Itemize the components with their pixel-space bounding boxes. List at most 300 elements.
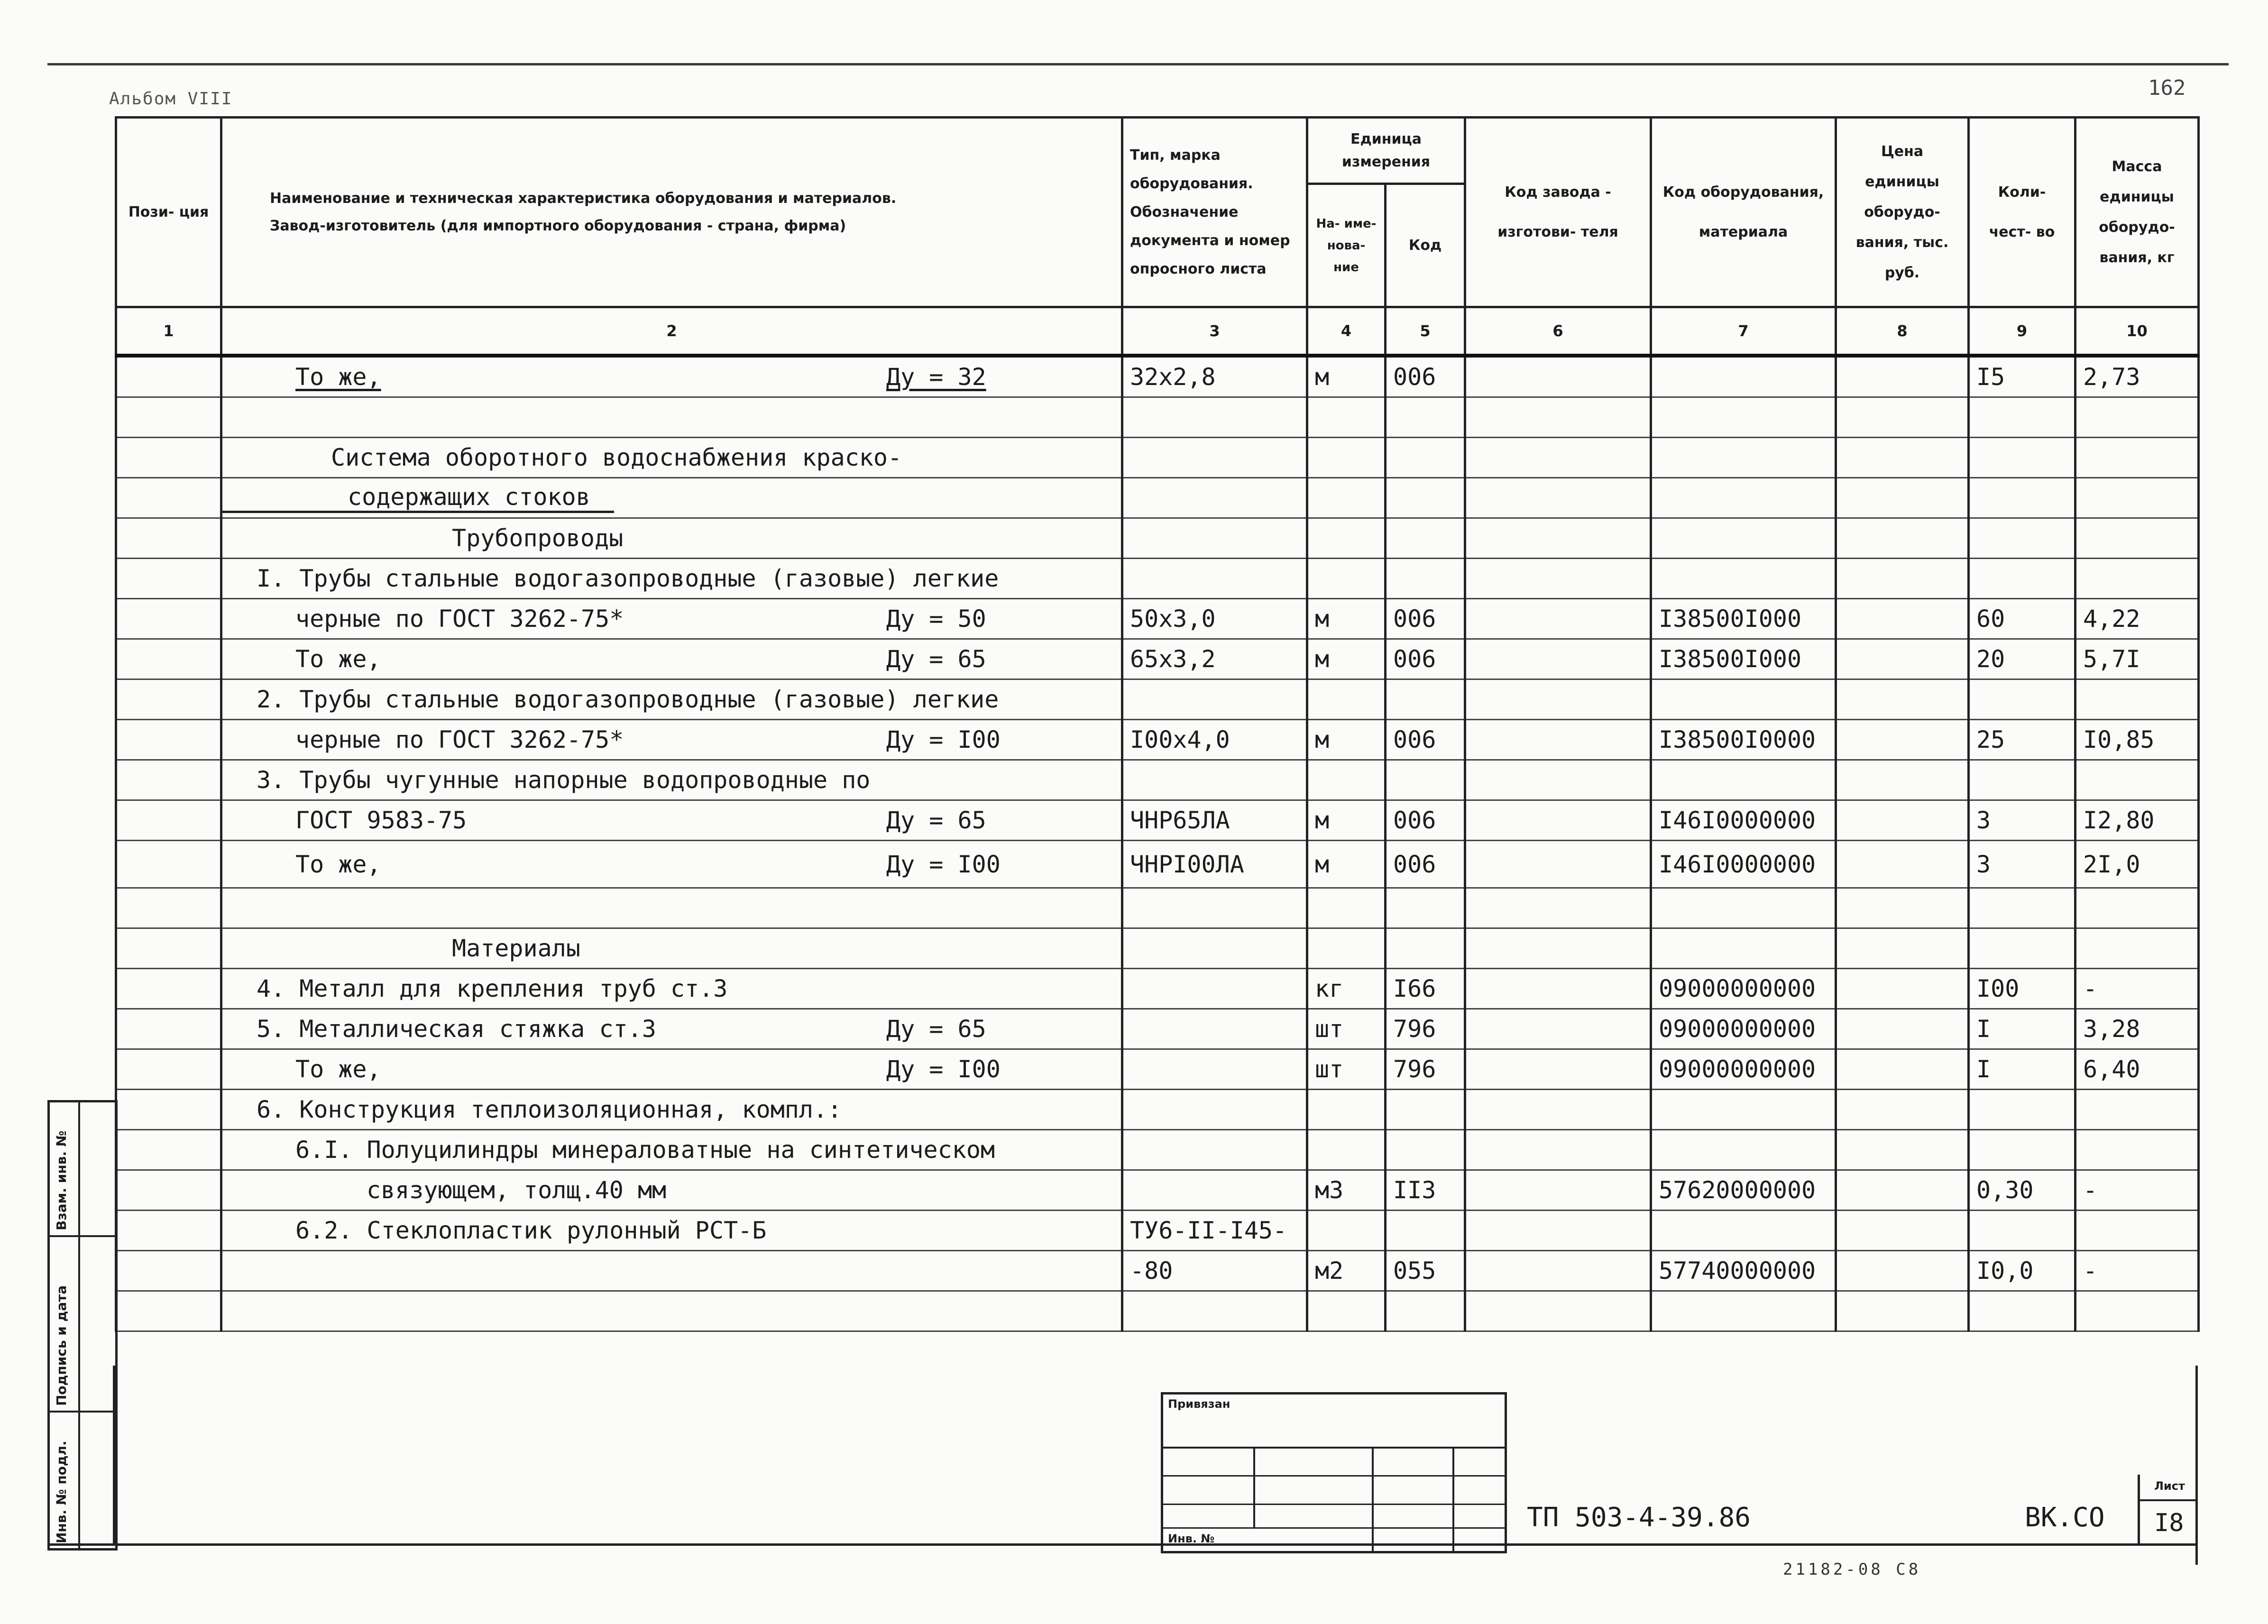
cell-material-code	[1651, 928, 1836, 969]
cell-price	[1836, 639, 1969, 679]
cell-position	[116, 1291, 221, 1331]
cell-position	[116, 1251, 221, 1291]
table-row	[116, 599, 2199, 639]
table-row	[116, 639, 2199, 679]
cell-position	[116, 760, 221, 800]
row-name: ГОСТ 9583-75	[295, 807, 467, 834]
header-factory-code: Код завода - изготови- теля	[1465, 118, 1651, 307]
cell-unit-code	[1386, 928, 1465, 969]
cell-name	[221, 760, 1122, 800]
cell-unit-code	[1386, 1090, 1465, 1130]
cell-price	[1836, 518, 1969, 559]
cell-unit	[1307, 559, 1386, 599]
cell-factory-code	[1465, 397, 1651, 438]
table-row	[116, 1291, 2199, 1331]
cell-position	[116, 841, 221, 888]
cell-quantity: I00	[1969, 969, 2075, 1009]
row-name: 4. Металл для крепления труб ст.3	[257, 975, 728, 1002]
row-du: Ду = 65	[886, 645, 986, 673]
cell-factory-code	[1465, 478, 1651, 518]
cell-unit-code: I66	[1386, 969, 1465, 1009]
cell-name	[221, 639, 1122, 679]
cell-factory-code	[1465, 1251, 1651, 1291]
specification-table	[115, 116, 2200, 1332]
cell-unit-code: 796	[1386, 1049, 1465, 1090]
col-num-3: 3	[1122, 307, 1307, 356]
table-row	[116, 888, 2199, 928]
cell-quantity	[1969, 1130, 2075, 1170]
cell-mass: 6,40	[2075, 1049, 2199, 1090]
header-material-code: Код оборудования, материала	[1651, 118, 1836, 307]
col-num-7: 7	[1651, 307, 1836, 356]
table-row	[116, 1170, 2199, 1211]
cell-material-code: I38500I000	[1651, 639, 1836, 679]
cell-type	[1122, 1291, 1307, 1331]
cell-position	[116, 1211, 221, 1251]
cell-price	[1836, 438, 1969, 478]
cell-mass	[2075, 559, 2199, 599]
cell-quantity	[1969, 397, 2075, 438]
cell-type	[1122, 1049, 1307, 1090]
cell-name	[221, 356, 1122, 397]
document-mark: ВК.СО	[2025, 1502, 2105, 1533]
cell-factory-code	[1465, 928, 1651, 969]
header-name-line2: Завод-изготовитель (для импортного оборудования - страна, фирма)	[270, 217, 846, 234]
cell-unit	[1307, 1130, 1386, 1170]
col-num-10: 10	[2075, 307, 2199, 356]
cell-type: ЧНР65ЛА	[1122, 800, 1307, 841]
cell-factory-code	[1465, 356, 1651, 397]
cell-material-code	[1651, 397, 1836, 438]
cell-unit	[1307, 760, 1386, 800]
cell-price	[1836, 1130, 1969, 1170]
cell-unit: шт	[1307, 1009, 1386, 1049]
header-unit-code: Код	[1386, 184, 1465, 307]
cell-material-code	[1651, 888, 1836, 928]
table-row	[116, 1211, 2199, 1251]
side-stamp-hline	[50, 1235, 115, 1237]
cell-type	[1122, 559, 1307, 599]
cell-name	[221, 1009, 1122, 1049]
cell-unit-code: 055	[1386, 1251, 1465, 1291]
cell-name	[221, 518, 1122, 559]
cell-quantity	[1969, 438, 2075, 478]
stamp-podpis: Подпись и дата	[54, 1285, 69, 1406]
cell-material-code	[1651, 760, 1836, 800]
row-name: 3. Трубы чугунные напорные водопроводные по	[257, 766, 871, 794]
cell-name	[221, 1049, 1122, 1090]
cell-price	[1836, 356, 1969, 397]
cell-price	[1836, 760, 1969, 800]
cell-price	[1836, 599, 1969, 639]
cell-position	[116, 639, 221, 679]
cell-price	[1836, 1049, 1969, 1090]
cell-price	[1836, 928, 1969, 969]
cell-position	[116, 720, 221, 760]
cell-material-code: 09000000000	[1651, 1049, 1836, 1090]
approval-vline	[1372, 1447, 1374, 1551]
sheet-number: I8	[2154, 1509, 2184, 1537]
cell-quantity	[1969, 559, 2075, 599]
table-row	[116, 679, 2199, 720]
cell-mass: 4,22	[2075, 599, 2199, 639]
row-name: содержащих стоков	[221, 483, 614, 513]
cell-name	[221, 1211, 1122, 1251]
cell-type: 65х3,2	[1122, 639, 1307, 679]
row-name: черные по ГОСТ 3262-75*	[295, 726, 624, 753]
cell-material-code: 57620000000	[1651, 1170, 1836, 1211]
table-row	[116, 841, 2199, 888]
cell-position	[116, 397, 221, 438]
cell-name	[221, 888, 1122, 928]
cell-price	[1836, 841, 1969, 888]
cell-price	[1836, 1291, 1969, 1331]
cell-position	[116, 928, 221, 969]
cell-quantity	[1969, 1291, 2075, 1331]
cell-material-code: I46I0000000	[1651, 800, 1836, 841]
cell-factory-code	[1465, 1170, 1651, 1211]
cell-unit-code: 006	[1386, 599, 1465, 639]
cell-quantity	[1969, 928, 2075, 969]
table-row	[116, 397, 2199, 438]
cell-quantity	[1969, 679, 2075, 720]
row-name: 6. Конструкция теплоизоляционная, компл.:	[257, 1096, 842, 1123]
cell-type: I00х4,0	[1122, 720, 1307, 760]
cell-material-code	[1651, 679, 1836, 720]
cell-unit-code	[1386, 760, 1465, 800]
table-row	[116, 559, 2199, 599]
cell-unit: м	[1307, 356, 1386, 397]
cell-mass	[2075, 438, 2199, 478]
side-stamp-divider	[78, 1102, 80, 1548]
cell-unit-code	[1386, 888, 1465, 928]
cell-material-code: I38500I0000	[1651, 720, 1836, 760]
cell-price	[1836, 478, 1969, 518]
cell-position	[116, 1090, 221, 1130]
cell-type: ТУ6-II-I45-	[1122, 1211, 1307, 1251]
row-name: I. Трубы стальные водогазопроводные (газовые) легкие	[257, 565, 999, 592]
cell-unit-code	[1386, 397, 1465, 438]
cell-mass: I0,85	[2075, 720, 2199, 760]
cell-position	[116, 888, 221, 928]
row-name: То же,	[295, 645, 381, 673]
cell-unit-code: 006	[1386, 841, 1465, 888]
cell-unit-code	[1386, 679, 1465, 720]
cell-quantity	[1969, 760, 2075, 800]
cell-type	[1122, 478, 1307, 518]
cell-price	[1836, 1211, 1969, 1251]
cell-unit-code: 006	[1386, 720, 1465, 760]
cell-price	[1836, 1251, 1969, 1291]
table-row	[116, 760, 2199, 800]
cell-factory-code	[1465, 969, 1651, 1009]
row-name: 6.I. Полуцилиндры минераловатные на синтетическом	[295, 1136, 995, 1164]
cell-factory-code	[1465, 888, 1651, 928]
side-stamp	[47, 1100, 118, 1551]
cell-mass	[2075, 679, 2199, 720]
cell-name	[221, 1251, 1122, 1291]
col-num-8: 8	[1836, 307, 1969, 356]
cell-factory-code	[1465, 1211, 1651, 1251]
cell-quantity: I0,0	[1969, 1251, 2075, 1291]
cell-factory-code	[1465, 559, 1651, 599]
cell-type	[1122, 438, 1307, 478]
header-price: Цена единицы оборудо- вания, тыс. руб.	[1836, 118, 1969, 307]
cell-quantity: I	[1969, 1009, 2075, 1049]
cell-price	[1836, 397, 1969, 438]
cell-quantity: 3	[1969, 841, 2075, 888]
cell-name	[221, 969, 1122, 1009]
cell-name	[221, 397, 1122, 438]
cell-type	[1122, 1090, 1307, 1130]
cell-material-code: I38500I000	[1651, 599, 1836, 639]
cell-type	[1122, 679, 1307, 720]
header-quantity: Коли- чест- во	[1969, 118, 2075, 307]
cell-position	[116, 356, 221, 397]
cell-unit-code	[1386, 559, 1465, 599]
col-num-6: 6	[1465, 307, 1651, 356]
row-name: 2. Трубы стальные водогазопроводные (газовые) легкие	[257, 686, 999, 713]
cell-material-code: 57740000000	[1651, 1251, 1836, 1291]
row-du: Ду = 50	[886, 605, 986, 633]
cell-quantity: 0,30	[1969, 1170, 2075, 1211]
cell-mass: -	[2075, 969, 2199, 1009]
cell-material-code	[1651, 478, 1836, 518]
cell-position	[116, 559, 221, 599]
cell-unit-code	[1386, 1291, 1465, 1331]
stamp-vzam: Взам. инв. №	[54, 1130, 69, 1230]
approval-label: Привязан	[1168, 1397, 1230, 1411]
cell-quantity	[1969, 1211, 2075, 1251]
sheet-box	[2138, 1475, 2198, 1546]
cell-unit: м3	[1307, 1170, 1386, 1211]
cell-mass: 2I,0	[2075, 841, 2199, 888]
cell-factory-code	[1465, 760, 1651, 800]
cell-unit	[1307, 888, 1386, 928]
table-row	[116, 1049, 2199, 1090]
row-name: 6.2. Стеклопластик рулонный РСТ-Б	[295, 1217, 767, 1244]
table-row	[116, 720, 2199, 760]
album-label: Альбом VIII	[109, 89, 233, 109]
col-num-2: 2	[221, 307, 1122, 356]
cell-position	[116, 1009, 221, 1049]
table-row	[116, 1090, 2199, 1130]
cell-position	[116, 1170, 221, 1211]
cell-factory-code	[1465, 1049, 1651, 1090]
cell-quantity: I5	[1969, 356, 2075, 397]
cell-unit-code	[1386, 1211, 1465, 1251]
cell-price	[1836, 1170, 1969, 1211]
cell-unit-code	[1386, 1130, 1465, 1170]
table-row	[116, 1130, 2199, 1170]
cell-factory-code	[1465, 679, 1651, 720]
cell-position	[116, 599, 221, 639]
cell-quantity	[1969, 1090, 2075, 1130]
cell-material-code	[1651, 1130, 1836, 1170]
cell-material-code	[1651, 559, 1836, 599]
header-position: Пози- ция	[116, 118, 221, 307]
col-num-9: 9	[1969, 307, 2075, 356]
cell-name	[221, 800, 1122, 841]
col-num-1: 1	[116, 307, 221, 356]
cell-unit-code	[1386, 518, 1465, 559]
cell-quantity	[1969, 888, 2075, 928]
cell-unit-code: 006	[1386, 639, 1465, 679]
cell-mass: 2,73	[2075, 356, 2199, 397]
cell-unit: м	[1307, 599, 1386, 639]
cell-mass	[2075, 478, 2199, 518]
row-name: Трубопроводы	[452, 524, 624, 552]
cell-name	[221, 1090, 1122, 1130]
cell-mass	[2075, 1090, 2199, 1130]
cell-material-code: I46I0000000	[1651, 841, 1836, 888]
cell-name	[221, 438, 1122, 478]
table-row	[116, 928, 2199, 969]
row-du: Ду = 65	[886, 1015, 986, 1043]
cell-position	[116, 969, 221, 1009]
cell-position	[116, 1049, 221, 1090]
cell-type	[1122, 888, 1307, 928]
table-row	[116, 1009, 2199, 1049]
row-name: То же,	[295, 1055, 381, 1083]
row-name: То же,	[295, 850, 381, 878]
cell-unit	[1307, 1291, 1386, 1331]
cell-quantity: 3	[1969, 800, 2075, 841]
cell-type	[1122, 1009, 1307, 1049]
header-name-line1: Наименование и техническая характеристика оборудования и материалов.	[270, 190, 897, 207]
cell-mass: 3,28	[2075, 1009, 2199, 1049]
cell-name	[221, 841, 1122, 888]
cell-material-code: 09000000000	[1651, 969, 1836, 1009]
cell-name	[221, 599, 1122, 639]
row-du: Ду = I00	[886, 1055, 1001, 1083]
cell-factory-code	[1465, 1009, 1651, 1049]
cell-factory-code	[1465, 438, 1651, 478]
cell-mass	[2075, 397, 2199, 438]
sheet-box-hline	[2140, 1499, 2198, 1501]
frame-bottom-line	[47, 1543, 2198, 1546]
cell-position	[116, 438, 221, 478]
cell-material-code	[1651, 1211, 1836, 1251]
cell-unit-code: 006	[1386, 356, 1465, 397]
cell-mass	[2075, 518, 2199, 559]
cell-unit	[1307, 679, 1386, 720]
cell-mass	[2075, 1211, 2199, 1251]
cell-material-code	[1651, 356, 1836, 397]
table-row	[116, 969, 2199, 1009]
cell-type	[1122, 1130, 1307, 1170]
cell-price	[1836, 720, 1969, 760]
cell-name	[221, 1291, 1122, 1331]
page-number: 162	[2148, 76, 2186, 100]
cell-position	[116, 800, 221, 841]
approval-vline	[1253, 1447, 1255, 1527]
cell-factory-code	[1465, 639, 1651, 679]
cell-name	[221, 720, 1122, 760]
cell-factory-code	[1465, 800, 1651, 841]
cell-unit: м	[1307, 639, 1386, 679]
cell-unit: шт	[1307, 1049, 1386, 1090]
cell-quantity: I	[1969, 1049, 2075, 1090]
cell-quantity: 20	[1969, 639, 2075, 679]
sheet-label: Лист	[2154, 1479, 2185, 1493]
cell-mass: -	[2075, 1170, 2199, 1211]
cell-unit	[1307, 518, 1386, 559]
cell-mass	[2075, 760, 2199, 800]
cell-unit	[1307, 1090, 1386, 1130]
header-unit-name: На- име- нова- ние	[1307, 184, 1386, 307]
cell-type	[1122, 928, 1307, 969]
cell-factory-code	[1465, 599, 1651, 639]
cell-price	[1836, 1090, 1969, 1130]
cell-unit	[1307, 1211, 1386, 1251]
cell-unit	[1307, 478, 1386, 518]
approval-block	[1161, 1392, 1507, 1553]
cell-unit: м2	[1307, 1251, 1386, 1291]
cell-type: 32х2,8	[1122, 356, 1307, 397]
approval-vline	[1452, 1447, 1454, 1551]
side-stamp-hline	[50, 1411, 115, 1413]
cell-unit: м	[1307, 720, 1386, 760]
row-name: Материалы	[452, 935, 580, 962]
cell-mass	[2075, 1291, 2199, 1331]
cell-type: -80	[1122, 1251, 1307, 1291]
table-row	[116, 478, 2199, 518]
cell-type	[1122, 969, 1307, 1009]
cell-mass	[2075, 928, 2199, 969]
row-name: То же,	[295, 363, 381, 391]
cell-material-code: 09000000000	[1651, 1009, 1836, 1049]
cell-unit-code: II3	[1386, 1170, 1465, 1211]
cell-unit: м	[1307, 841, 1386, 888]
cell-price	[1836, 969, 1969, 1009]
cell-unit: кг	[1307, 969, 1386, 1009]
cell-position	[116, 518, 221, 559]
cell-name	[221, 1130, 1122, 1170]
table-row	[116, 1251, 2199, 1291]
cell-unit: м	[1307, 800, 1386, 841]
cell-factory-code	[1465, 1090, 1651, 1130]
cell-quantity: 25	[1969, 720, 2075, 760]
row-du: Ду = 65	[886, 807, 986, 834]
cell-name	[221, 478, 1122, 518]
cell-quantity: 60	[1969, 599, 2075, 639]
cell-price	[1836, 1009, 1969, 1049]
cell-name	[221, 1170, 1122, 1211]
cell-mass: I2,80	[2075, 800, 2199, 841]
inv-no-label: Инв. №	[1168, 1532, 1215, 1545]
cell-name	[221, 559, 1122, 599]
row-name: Система оборотного водоснабжения краско-	[331, 444, 902, 471]
document-code: ТП 503-4-39.86	[1527, 1502, 1751, 1533]
cell-material-code	[1651, 1291, 1836, 1331]
cell-unit-code: 796	[1386, 1009, 1465, 1049]
cell-unit-code	[1386, 478, 1465, 518]
cell-name	[221, 928, 1122, 969]
table-row	[116, 518, 2199, 559]
cell-position	[116, 1130, 221, 1170]
header-type: Тип, марка оборудования. Обозначение документа и номер опросного листа	[1122, 118, 1307, 307]
row-du: Ду = I00	[886, 726, 1001, 753]
cell-quantity	[1969, 518, 2075, 559]
row-du: Ду = 32	[886, 363, 986, 391]
cell-type: ЧНРI00ЛА	[1122, 841, 1307, 888]
cell-position	[116, 478, 221, 518]
cell-factory-code	[1465, 518, 1651, 559]
cell-factory-code	[1465, 1130, 1651, 1170]
header-mass: Масса единицы оборудо- вания, кг	[2075, 118, 2199, 307]
row-name: черные по ГОСТ 3262-75*	[295, 605, 624, 633]
